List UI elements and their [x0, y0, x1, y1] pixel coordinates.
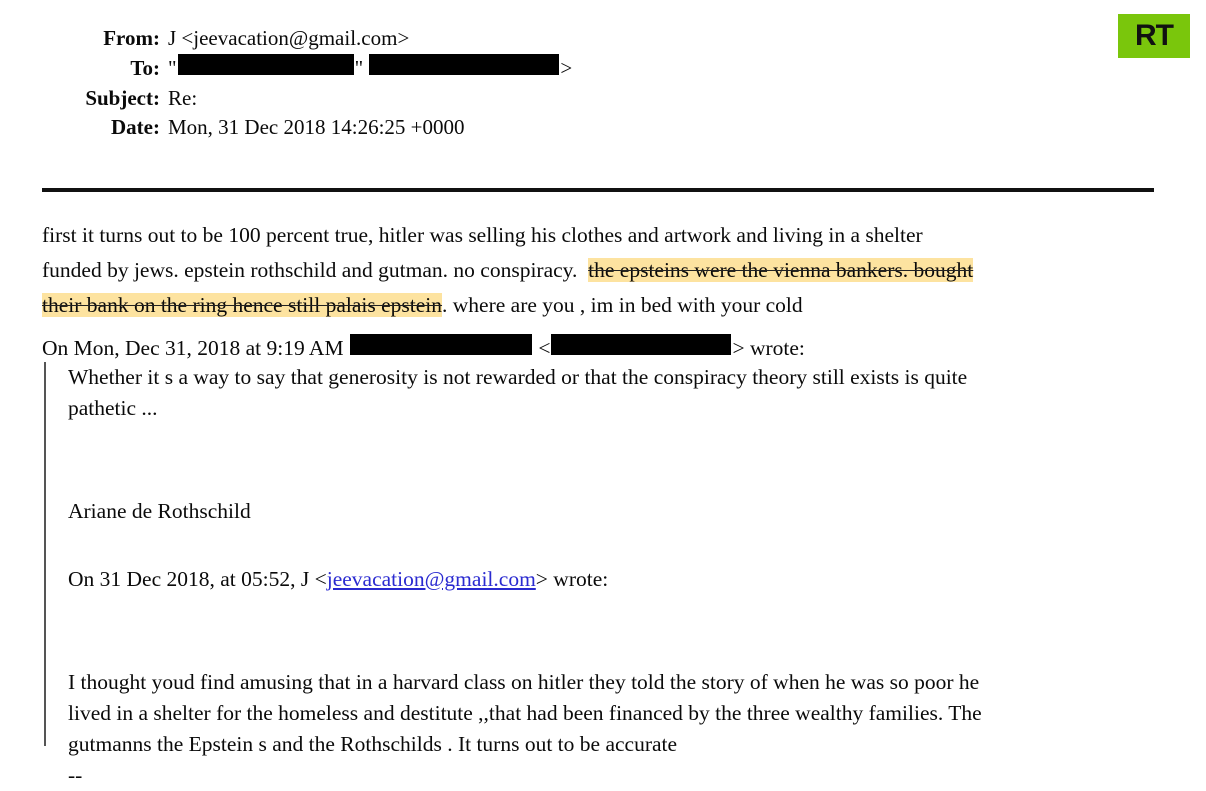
body-line-2 — [42, 255, 1172, 286]
reply2-suffix: > wrote: — [535, 566, 609, 591]
quote-signature: Ariane de Rothschild — [68, 499, 251, 524]
quoted-message-block — [44, 362, 1174, 788]
quote-paragraph-2-line-1: I thought youd find amusing that in a harvard class on hitler they told the story of when he was so poor he — [68, 669, 980, 694]
header-row-subject — [0, 84, 1120, 114]
reply2-prefix: On 31 Dec 2018, at 05:52, J < — [68, 566, 327, 591]
rt-logo — [1118, 14, 1190, 58]
header-row-from — [0, 24, 1120, 54]
from-label: From: — [103, 26, 160, 50]
reply1-angle-open: < — [538, 336, 551, 360]
date-value: Mon, 31 Dec 2018 14:26:25 +0000 — [168, 115, 465, 140]
email-body — [42, 220, 1172, 326]
header-row-to — [0, 54, 1120, 84]
body-highlight-2: their bank on the ring hence still palais epstein — [42, 293, 443, 318]
rt-logo-text: RT — [1135, 19, 1173, 52]
header-divider — [42, 188, 1154, 192]
quote-spacer-3 — [68, 595, 1174, 667]
quote-spacer-1 — [68, 424, 1174, 496]
to-value — [168, 54, 1120, 84]
to-quote-close: " — [354, 55, 364, 80]
subject-value: Re: — [168, 85, 198, 110]
redaction-bar-to-address — [369, 54, 559, 75]
from-value: J <jeevacation@gmail.com> — [168, 26, 410, 50]
quoted-reply-header-1 — [42, 334, 1182, 361]
redaction-bar-reply-name — [350, 334, 532, 355]
to-angle-close: > — [560, 55, 573, 80]
to-quote-open: " — [168, 55, 177, 80]
body-line-1: first it turns out to be 100 percent true, hitler was selling his clothes and artwork and living in a shelter — [42, 223, 923, 247]
redaction-bar-to-name — [178, 54, 354, 75]
quote-spacer-2 — [68, 528, 1174, 564]
body-highlight-1: the epsteins were the vienna bankers. bought — [588, 258, 974, 283]
date-label: Date: — [111, 115, 160, 140]
body-line-3 — [42, 290, 1172, 321]
to-label: To: — [130, 55, 160, 80]
quote-paragraph-1-line-1: Whether it s a way to say that generosity is not rewarded or that the conspiracy theory still exists is quite — [68, 365, 968, 389]
quote-paragraph-2-line-2: lived in a shelter for the homeless and destitute ,,that had been financed by the three wealthy families. The — [68, 700, 982, 725]
email-address-link[interactable]: jeevacation@gmail.com — [326, 566, 536, 591]
quoted-reply-header-2 — [68, 564, 1174, 595]
reply1-suffix: > wrote: — [732, 336, 805, 360]
body-line-3-text: . where are you , im in bed with your cold — [442, 293, 803, 318]
email-header-block — [0, 24, 1120, 143]
body-line-2-text: funded by jews. epstein rothschild and gutman. no conspiracy. — [42, 258, 578, 283]
quote-paragraph-2-line-3: gutmanns the Epstein s and the Rothschilds . It turns out to be accurate — [68, 732, 678, 757]
quote-paragraph-1-line-2: pathetic ... — [68, 396, 158, 421]
quote-paragraph-2-line-4: -- — [68, 763, 83, 788]
header-row-date — [0, 113, 1120, 143]
redaction-bar-reply-address — [551, 334, 731, 355]
subject-label: Subject: — [85, 85, 160, 110]
reply1-prefix: On Mon, Dec 31, 2018 at 9:19 AM — [42, 336, 344, 360]
